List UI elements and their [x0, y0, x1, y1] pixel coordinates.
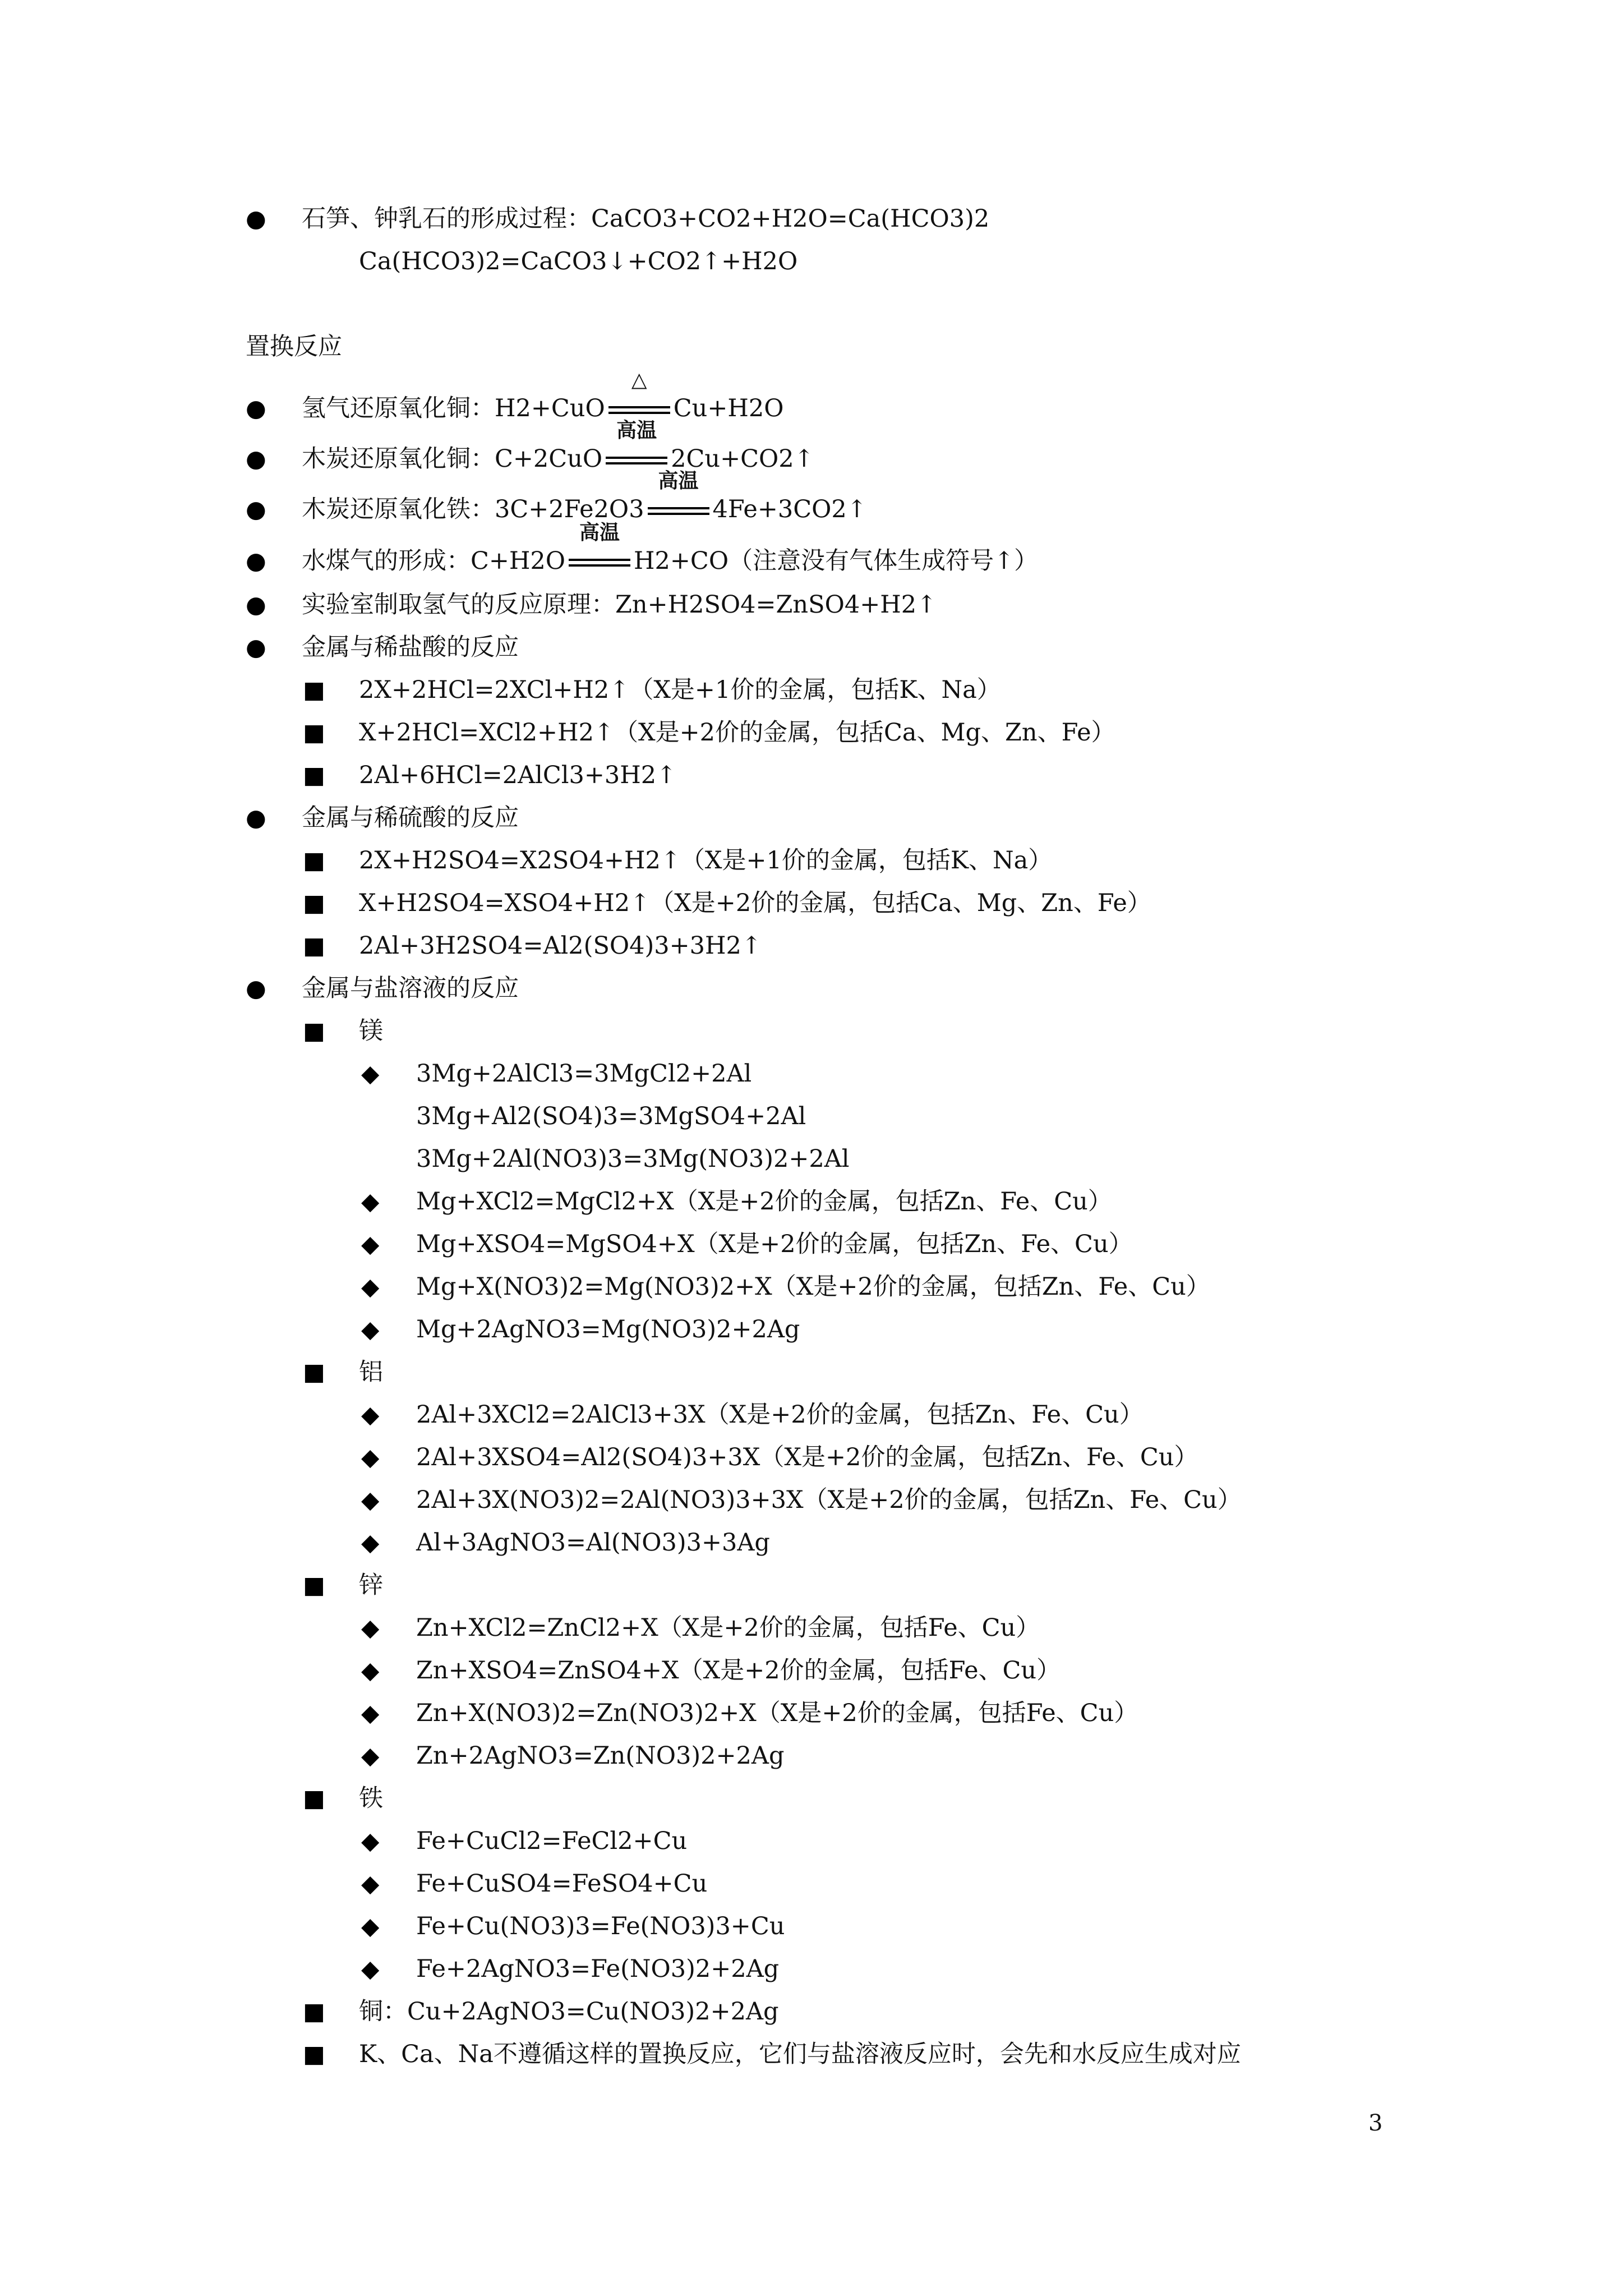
mg-group-line: 3Mg+2Al(NO3)3=3Mg(NO3)2+2Al	[416, 1145, 850, 1173]
fe-heading: 铁	[359, 1784, 383, 1812]
equals-bar	[648, 507, 709, 515]
intro-label: 石笋、钟乳石的形成过程：	[302, 205, 591, 233]
fe-item: Fe+CuSO4=FeSO4+Cu	[416, 1870, 708, 1898]
products: 4Fe+3CO2↑	[712, 495, 867, 523]
bullet-square-icon: ■	[303, 676, 325, 703]
h2so4-item: X+H2SO4=XSO4+H2↑（X是+2价的金属，包括Ca、Mg、Zn、Fe）	[359, 889, 1151, 917]
products: Cu+H2O	[673, 394, 784, 422]
mg-heading: 镁	[359, 1017, 383, 1045]
bullet-diamond-icon: ◆	[361, 1401, 380, 1428]
bullet-circle-icon: ●	[246, 495, 266, 523]
heat-icon: △	[631, 369, 647, 392]
reactants: C+H2O	[471, 547, 566, 575]
fe-item: Fe+2AgNO3=Fe(NO3)2+2Ag	[416, 1955, 780, 1983]
bullet-square-icon: ■	[303, 761, 325, 789]
bullet-square-icon: ■	[303, 1358, 325, 1386]
zn-item: Zn+XSO4=ZnSO4+X（X是+2价的金属，包括Fe、Cu）	[416, 1657, 1061, 1685]
bullet-diamond-icon: ◆	[361, 1827, 380, 1855]
al-item: 2Al+3XCl2=2AlCl3+3X（X是+2价的金属，包括Zn、Fe、Cu）	[416, 1401, 1144, 1429]
mg-item: Mg+XSO4=MgSO4+X（X是+2价的金属，包括Zn、Fe、Cu）	[416, 1230, 1133, 1258]
bullet-diamond-icon: ◆	[361, 1486, 380, 1513]
hcl-item: 2X+2HCl=2XCl+H2↑（X是+1价的金属，包括K、Na）	[359, 676, 1001, 704]
equals-bar	[606, 457, 667, 464]
mg-item: Mg+X(NO3)2=Mg(NO3)2+X（X是+2价的金属，包括Zn、Fe、Cu）	[416, 1273, 1210, 1301]
high-temp-label: 高温	[579, 521, 620, 544]
page-number: 3	[1368, 2110, 1383, 2136]
reactants: H2+CuO	[495, 394, 605, 422]
note-line: K、Ca、Na不遵循这样的置换反应，它们与盐溶液反应时，会先和水反应生成对应	[359, 2040, 1241, 2068]
h2so4-item: 2X+H2SO4=X2SO4+H2↑（X是+1价的金属，包括K、Na）	[359, 846, 1053, 875]
bullet-diamond-icon: ◆	[361, 1699, 380, 1727]
mg-item: Mg+2AgNO3=Mg(NO3)2+2Ag	[416, 1315, 800, 1343]
bullet-diamond-icon: ◆	[361, 1060, 380, 1087]
bullet-diamond-icon: ◆	[361, 1614, 380, 1641]
bullet-square-icon: ■	[303, 1571, 325, 1599]
al-item: 2Al+3X(NO3)2=2Al(NO3)3+3X（X是+2价的金属，包括Zn、Fe、Cu）	[416, 1486, 1242, 1514]
products: H2+CO（注意没有气体生成符号↑）	[634, 547, 1039, 575]
reaction-condition	[565, 521, 634, 577]
bullet-circle-icon: ●	[246, 547, 266, 574]
reactants: C+2CuO	[495, 445, 603, 473]
reaction-h2-cuo	[302, 369, 784, 424]
bullet-square-icon: ■	[303, 1998, 325, 2025]
bullet-square-icon: ■	[303, 1784, 325, 1812]
reaction-c-fe2o3	[302, 470, 867, 525]
zn-heading: 锌	[359, 1571, 383, 1599]
section-heading: 置换反应	[246, 333, 342, 361]
h2so4-title: 金属与稀硫酸的反应	[302, 804, 519, 832]
bullet-diamond-icon: ◆	[361, 1315, 380, 1343]
intro-item	[302, 203, 989, 234]
bullet-square-icon: ■	[303, 1017, 325, 1045]
bullet-circle-icon: ●	[246, 205, 266, 232]
reaction-lab-h2: 实验室制取氢气的反应原理：Zn+H2SO4=ZnSO4+H2↑	[302, 591, 937, 619]
cu-item: 铜：Cu+2AgNO3=Cu(NO3)2+2Ag	[359, 1998, 779, 2026]
bullet-circle-icon: ●	[246, 804, 266, 831]
salt-title: 金属与盐溶液的反应	[302, 974, 519, 1002]
equals-bar	[608, 406, 670, 414]
equals-bar	[569, 559, 630, 567]
hcl-title: 金属与稀盐酸的反应	[302, 633, 519, 661]
hcl-item: 2Al+6HCl=2AlCl3+3H2↑	[359, 761, 677, 789]
bullet-diamond-icon: ◆	[361, 1657, 380, 1684]
zn-item: Zn+2AgNO3=Zn(NO3)2+2Ag	[416, 1742, 785, 1770]
fe-item: Fe+CuCl2=FeCl2+Cu	[416, 1827, 688, 1855]
bullet-diamond-icon: ◆	[361, 1188, 380, 1215]
bullet-circle-icon: ●	[246, 633, 266, 661]
bullet-square-icon: ■	[303, 889, 325, 917]
al-heading: 铝	[359, 1358, 383, 1386]
al-item: Al+3AgNO3=Al(NO3)3+3Ag	[416, 1529, 770, 1557]
bullet-diamond-icon: ◆	[361, 1955, 380, 1982]
mg-group-line: 3Mg+2AlCl3=3MgCl2+2Al	[416, 1060, 752, 1088]
bullet-diamond-icon: ◆	[361, 1912, 380, 1940]
mg-item: Mg+XCl2=MgCl2+X（X是+2价的金属，包括Zn、Fe、Cu）	[416, 1188, 1112, 1216]
bullet-diamond-icon: ◆	[361, 1230, 380, 1258]
reaction-water-gas	[302, 521, 1039, 577]
reaction-c-cuo	[302, 419, 814, 475]
bullet-diamond-icon: ◆	[361, 1273, 380, 1300]
bullet-circle-icon: ●	[246, 445, 266, 472]
bullet-square-icon: ■	[303, 719, 325, 746]
bullet-diamond-icon: ◆	[361, 1443, 380, 1471]
fe-item: Fe+Cu(NO3)3=Fe(NO3)3+Cu	[416, 1912, 785, 1940]
bullet-circle-icon: ●	[246, 974, 266, 1002]
intro-equation-2: Ca(HCO3)2=CaCO3↓+CO2↑+H2O	[359, 247, 798, 275]
al-item: 2Al+3XSO4=Al2(SO4)3+3X（X是+2价的金属，包括Zn、Fe、Cu）	[416, 1443, 1198, 1471]
bullet-diamond-icon: ◆	[361, 1870, 380, 1897]
bullet-square-icon: ■	[303, 2040, 325, 2068]
hcl-item: X+2HCl=XCl2+H2↑（X是+2价的金属，包括Ca、Mg、Zn、Fe）	[359, 719, 1115, 747]
h2so4-item: 2Al+3H2SO4=Al2(SO4)3+3H2↑	[359, 932, 762, 960]
reaction-label: 水煤气的形成：	[302, 547, 471, 575]
reactants: 3C+2Fe2O3	[495, 495, 644, 523]
bullet-circle-icon: ●	[246, 394, 266, 422]
bullet-circle-icon: ●	[246, 591, 266, 618]
bullet-diamond-icon: ◆	[361, 1529, 380, 1556]
zn-item: Zn+X(NO3)2=Zn(NO3)2+X（X是+2价的金属，包括Fe、Cu）	[416, 1699, 1138, 1727]
high-temp-label: 高温	[658, 470, 699, 493]
reaction-label: 氢气还原氧化铜：	[302, 394, 495, 422]
high-temp-label: 高温	[616, 419, 657, 442]
bullet-square-icon: ■	[303, 932, 325, 959]
intro-equation-1: CaCO3+CO2+H2O=Ca(HCO3)2	[591, 205, 990, 233]
reaction-label: 木炭还原氧化铁：	[302, 495, 495, 523]
bullet-diamond-icon: ◆	[361, 1742, 380, 1769]
mg-group-line: 3Mg+Al2(SO4)3=3MgSO4+2Al	[416, 1102, 806, 1130]
products: 2Cu+CO2↑	[671, 445, 814, 473]
reaction-condition	[644, 470, 713, 525]
reaction-label: 木炭还原氧化铜：	[302, 445, 495, 473]
bullet-square-icon: ■	[303, 846, 325, 874]
zn-item: Zn+XCl2=ZnCl2+X（X是+2价的金属，包括Fe、Cu）	[416, 1614, 1040, 1642]
